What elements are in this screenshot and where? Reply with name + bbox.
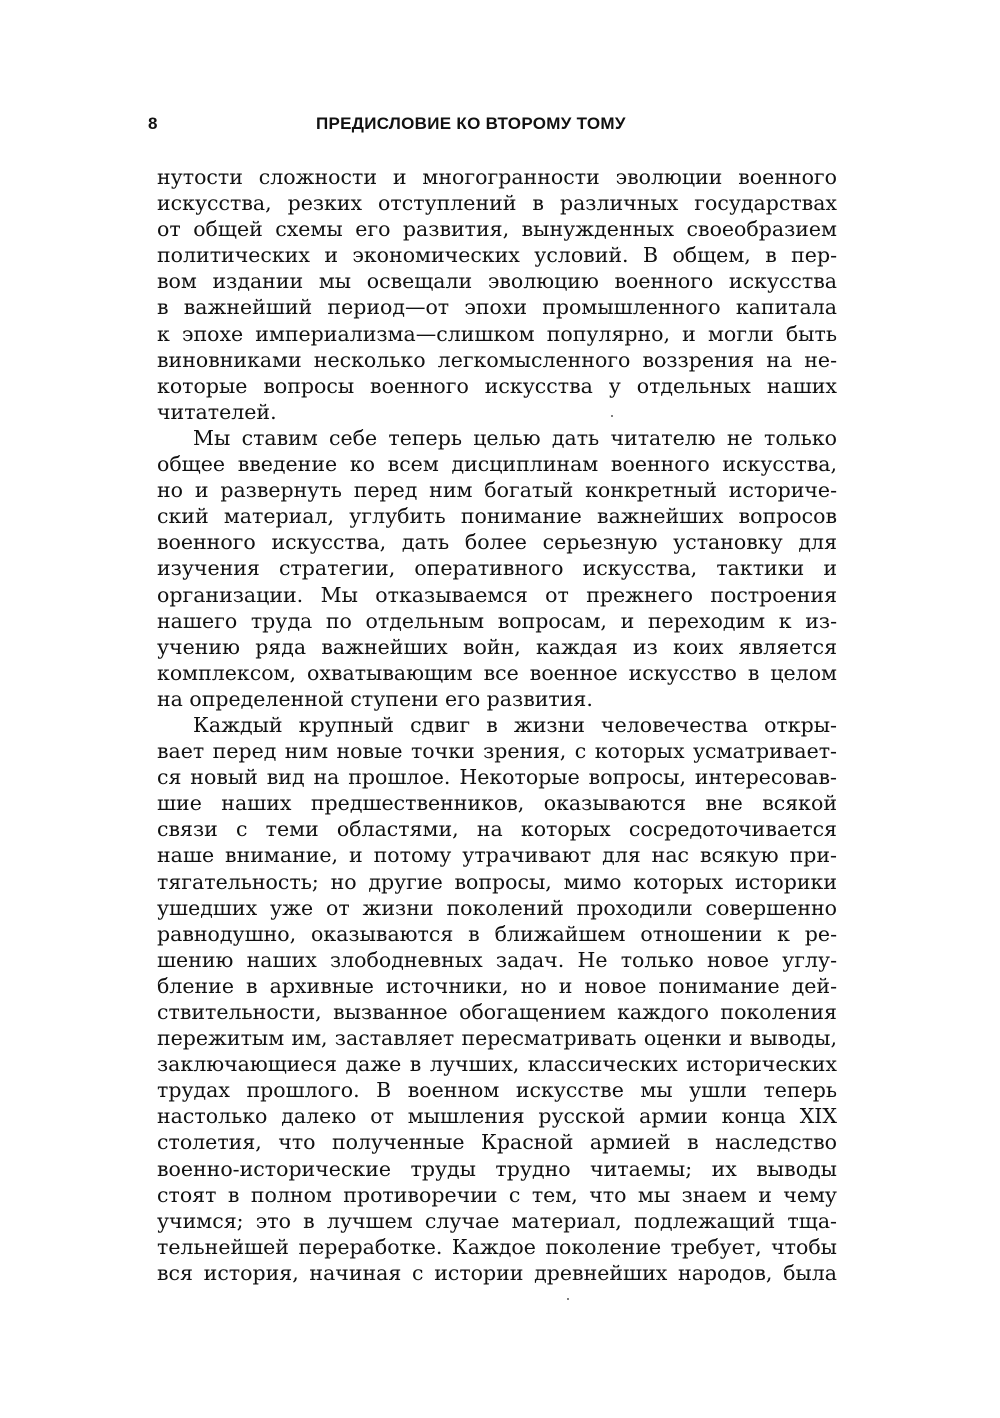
text-line: военного искусства, дать более серьезную установку для bbox=[157, 530, 837, 555]
text-line: к эпохе империализма—слишком популярно, и могли быть bbox=[157, 321, 837, 346]
text-line: Каждый крупный сдвиг в жизни человечества откры- bbox=[193, 712, 837, 737]
text-line: нутости сложности и многогранности эволюции военного bbox=[157, 165, 837, 189]
text-line: вся история, начиная с истории древнейших народов, была bbox=[157, 1260, 837, 1285]
text-line: стоят в полном противоречии с тем, что мы знаем и чему bbox=[157, 1182, 837, 1207]
page-header bbox=[148, 114, 838, 138]
text-line: ский материал, углубить понимание важнейших вопросов bbox=[157, 504, 837, 529]
text-line: от общей схемы его развития, вынужденных своеобразием bbox=[157, 217, 837, 242]
text-line: настолько далеко от мышления русской армии конца XIX bbox=[157, 1104, 837, 1129]
body-text bbox=[157, 164, 837, 1286]
text-line: пережитым им, заставляет пересматривать оценки и выводы, bbox=[157, 1026, 837, 1051]
text-line: виновниками несколько легкомысленного воззрения на не- bbox=[157, 347, 837, 372]
text-line: политических и экономических условий. В общем, в пер- bbox=[157, 243, 837, 268]
text-line: связи с теми областями, на которых сосредоточивается bbox=[157, 817, 837, 842]
text-line: на определенной ступени его развития. bbox=[157, 686, 593, 711]
text-line: вом издании мы освещали эволюцию военного искусства bbox=[157, 269, 837, 294]
text-line: тягательность; но другие вопросы, мимо которых историки bbox=[157, 869, 837, 894]
text-line: комплексом, охватывающим все военное искусство в целом bbox=[157, 660, 837, 685]
text-line: вает перед ним новые точки зрения, с которых усматривает- bbox=[157, 739, 837, 764]
text-line: изучения стратегии, оперативного искусства, тактики и bbox=[157, 556, 837, 581]
text-line: заключающиеся даже в лучших, классических исторических bbox=[157, 1052, 837, 1077]
paragraph bbox=[157, 164, 837, 425]
text-line: учимся; это в лучшем случае материал, подлежащий тща- bbox=[157, 1208, 837, 1233]
text-line: бление в архивные источники, но и новое понимание дей- bbox=[157, 973, 837, 998]
text-line: трудах прошлого. В военном искусстве мы ушли теперь bbox=[157, 1078, 837, 1103]
text-line: ушедших уже от жизни поколений проходили совершенно bbox=[157, 895, 837, 920]
text-line: учению ряда важнейших войн, каждая из коих является bbox=[157, 634, 837, 659]
text-line: в важнейший период—от эпохи промышленного капитала bbox=[157, 295, 837, 320]
text-line: искусства, резких отступлений в различных государствах bbox=[157, 191, 837, 216]
running-title: ПРЕДИСЛОВИЕ КО ВТОРОМУ ТОМУ bbox=[316, 114, 626, 133]
text-line: общее введение ко всем дисциплинам военного искусства, bbox=[157, 452, 837, 477]
scan-speck bbox=[611, 415, 613, 417]
scan-speck bbox=[567, 1298, 569, 1300]
text-line: которые вопросы военного искусства у отдельных наших bbox=[157, 373, 837, 398]
text-line: организации. Мы отказываемся от прежнего построения bbox=[157, 582, 837, 607]
text-line: наше внимание, и потому утрачивают для нас всякую при- bbox=[157, 843, 837, 868]
text-line: но и развернуть перед ним богатый конкретный историче- bbox=[157, 478, 837, 503]
text-line: ся новый вид на прошлое. Некоторые вопросы, интересовав- bbox=[157, 765, 837, 790]
text-line: военно-исторические труды трудно читаемы; их выводы bbox=[157, 1156, 837, 1181]
page-number: 8 bbox=[148, 114, 158, 133]
text-line: ствительности, вызванное обогащением каждого поколения bbox=[157, 1000, 837, 1024]
text-line: столетия, что полученные Красной армией в наследство bbox=[157, 1130, 837, 1155]
text-line: читателей. bbox=[157, 399, 277, 424]
text-line: шению наших злободневных задач. Не только новое углу- bbox=[157, 947, 837, 972]
text-line: Мы ставим себе теперь целью дать читателю не только bbox=[193, 425, 837, 450]
paragraph bbox=[157, 712, 837, 1286]
text-line: тельнейшей переработке. Каждое поколение требует, чтобы bbox=[157, 1234, 837, 1259]
paragraph bbox=[157, 425, 837, 712]
text-line: равнодушно, оказываются в ближайшем отношении к ре- bbox=[157, 921, 837, 946]
text-line: нашего труда по отдельным вопросам, и переходим к из- bbox=[157, 608, 837, 633]
text-line: шие наших предшественников, оказываются вне всякой bbox=[157, 791, 837, 816]
